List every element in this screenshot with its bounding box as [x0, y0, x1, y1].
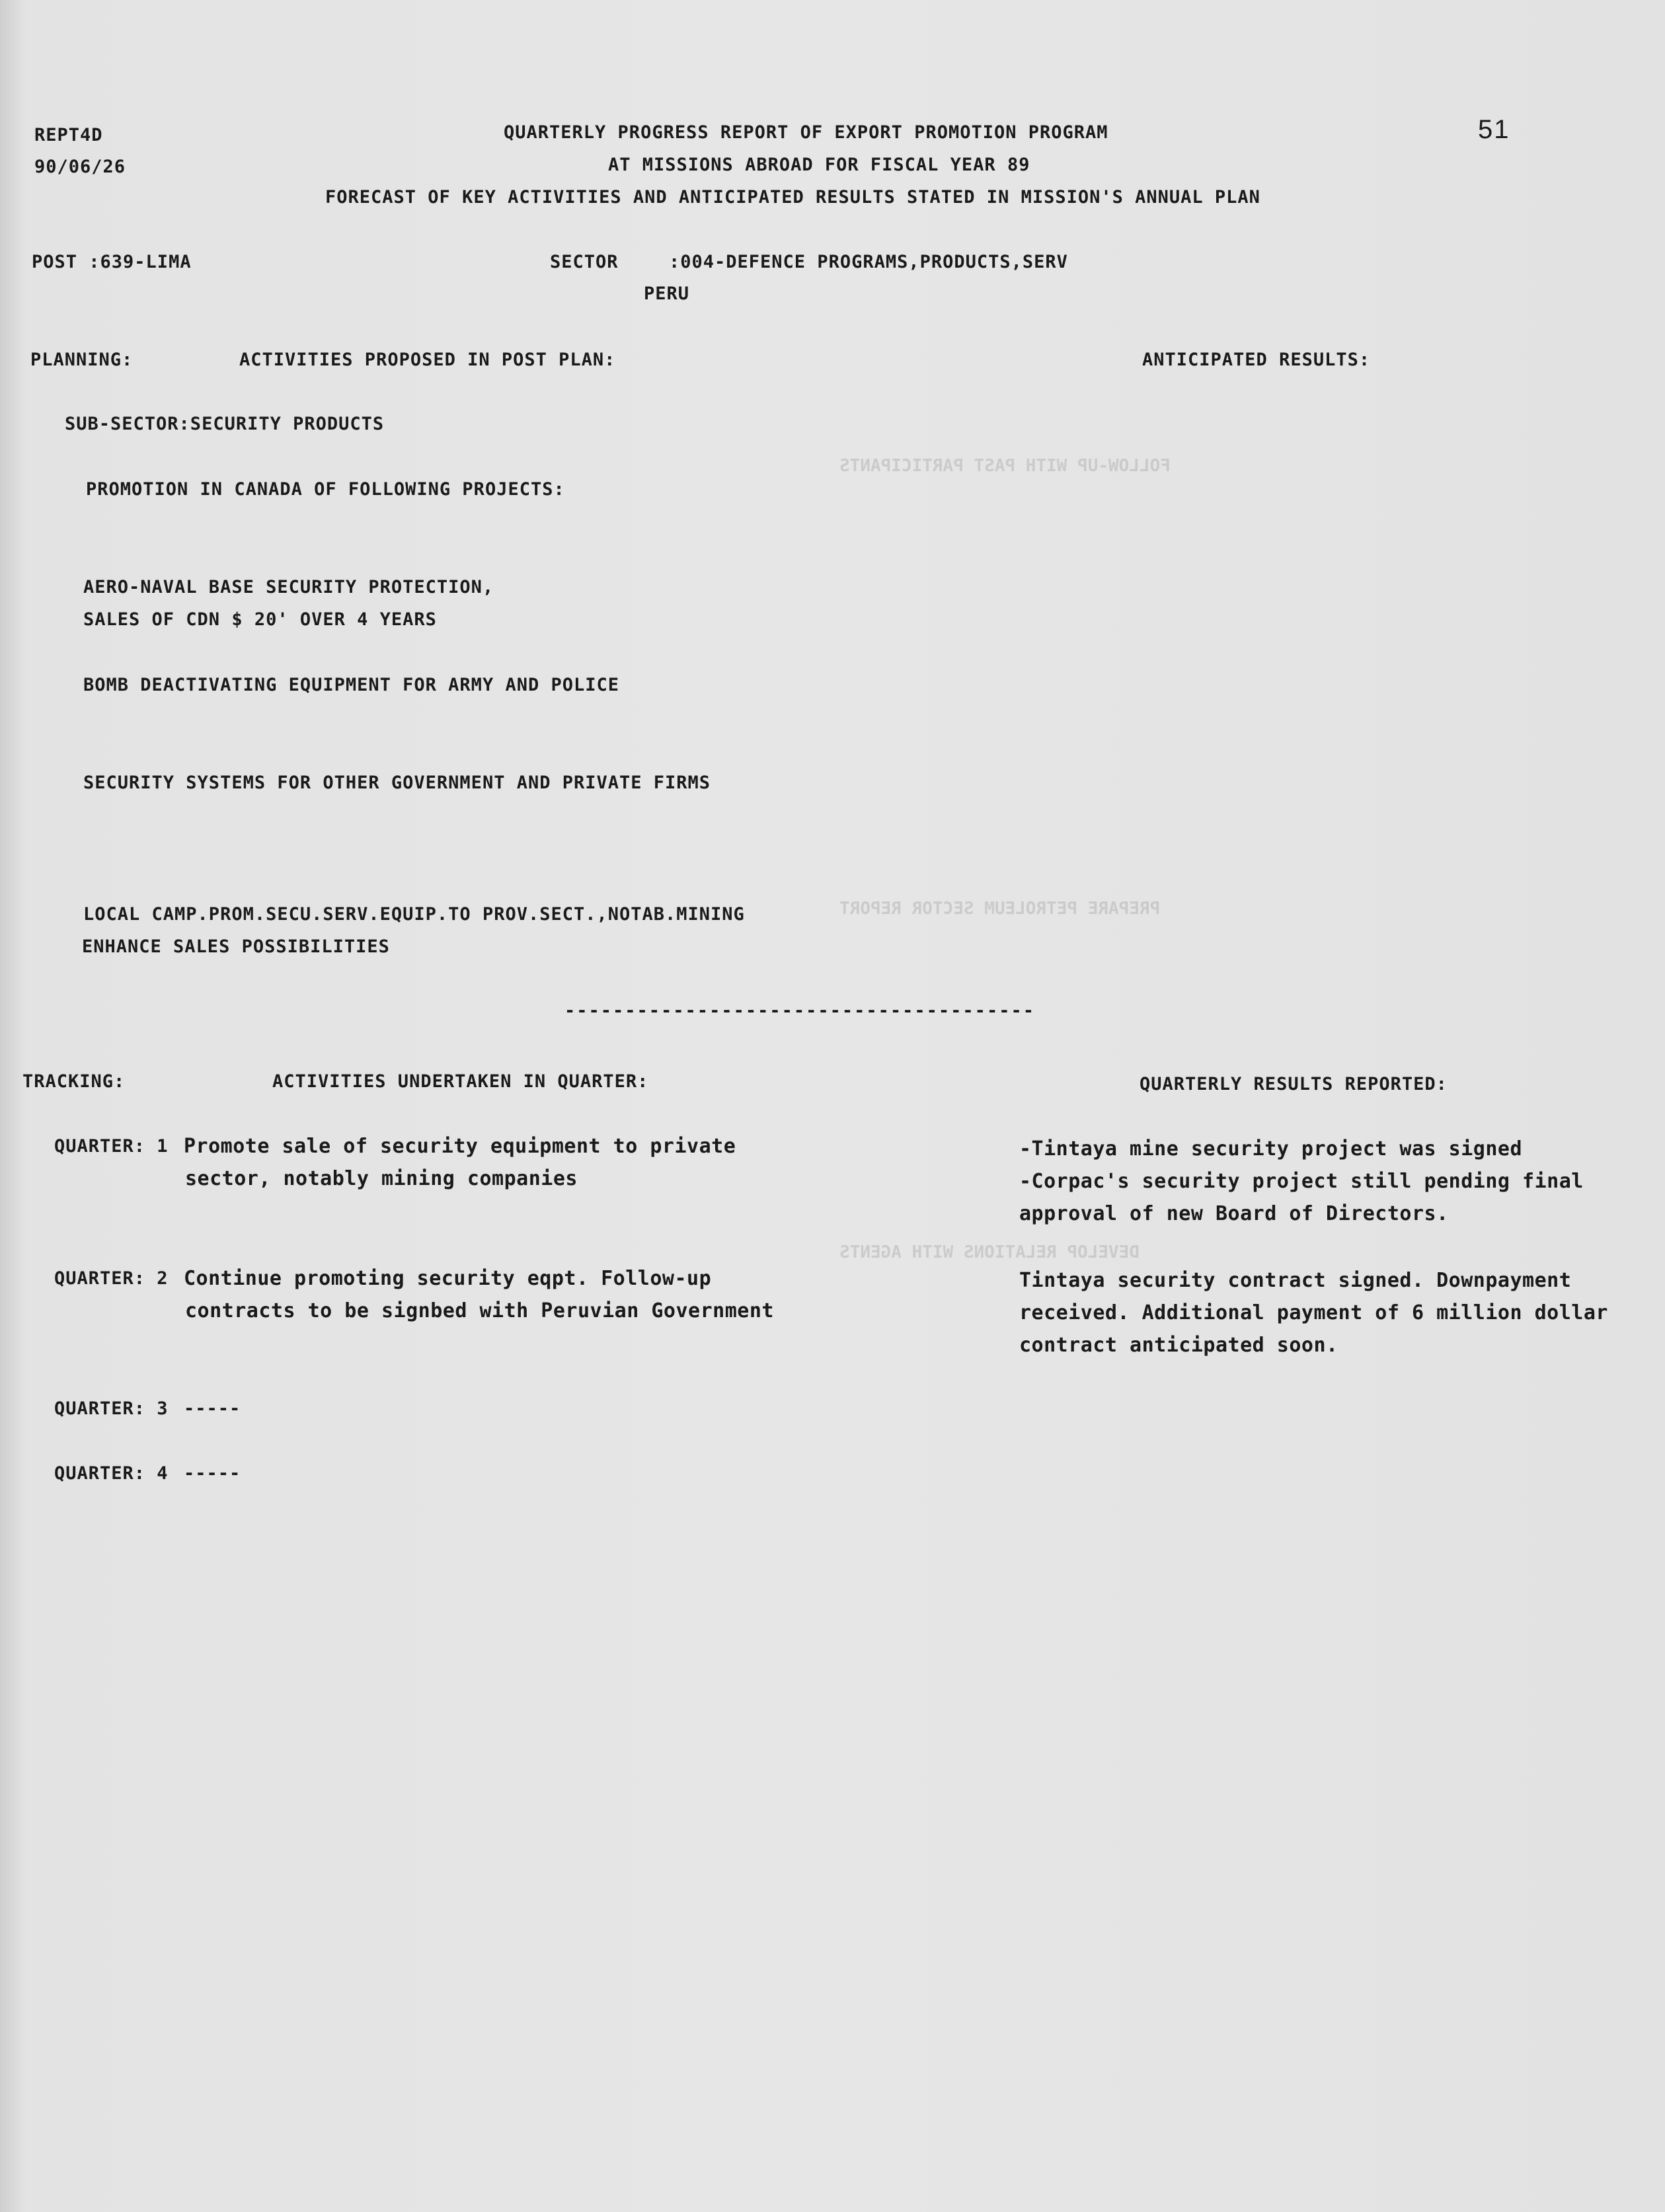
- quarter-2-result-line1: Tintaya security contract signed. Downpayment: [1019, 1269, 1572, 1292]
- report-code: REPT4D: [34, 125, 103, 145]
- bleed-through-3: DEVELOP RELATIONS WITH AGENTS: [839, 1242, 1140, 1262]
- project-2: BOMB DEACTIVATING EQUIPMENT FOR ARMY AND POLICE: [83, 675, 620, 695]
- country-label: PERU: [644, 284, 690, 304]
- local-campaign-line2: ENHANCE SALES POSSIBILITIES: [82, 936, 390, 957]
- report-title-line3: FORECAST OF KEY ACTIVITIES AND ANTICIPATED RESULTS STATED IN MISSION'S ANNUAL PLAN: [325, 187, 1260, 208]
- quarter-3-value: -----: [184, 1398, 241, 1419]
- project-1-line2: SALES OF CDN $ 20' OVER 4 YEARS: [83, 609, 437, 630]
- local-campaign-line1: LOCAL CAMP.PROM.SECU.SERV.EQUIP.TO PROV.SECT.,NOTAB.MINING: [83, 904, 745, 925]
- quarter-4-value: -----: [184, 1463, 241, 1484]
- quarter-2-label: QUARTER: 2: [54, 1268, 169, 1289]
- project-1-line1: AERO-NAVAL BASE SECURITY PROTECTION,: [83, 577, 494, 597]
- bleed-through-2: PREPARE PETROLEUM SECTOR REPORT: [839, 899, 1161, 919]
- report-title-line1: QUARTERLY PROGRESS REPORT OF EXPORT PROMOTION PROGRAM: [504, 122, 1108, 143]
- quarterly-results-heading: QUARTERLY RESULTS REPORTED:: [1140, 1074, 1448, 1094]
- tracking-label: TRACKING:: [22, 1071, 126, 1092]
- quarter-2-activity-line2: contracts to be signbed with Peruvian Government: [185, 1299, 774, 1322]
- tracking-activities-heading: ACTIVITIES UNDERTAKEN IN QUARTER:: [272, 1071, 649, 1092]
- sub-sector: SUB-SECTOR:SECURITY PRODUCTS: [65, 414, 385, 434]
- anticipated-results-heading: ANTICIPATED RESULTS:: [1142, 350, 1371, 370]
- quarter-1-activity-line2: sector, notably mining companies: [185, 1167, 578, 1190]
- quarter-1-activity-line1: Promote sale of security equipment to private: [184, 1135, 736, 1158]
- report-date: 90/06/26: [34, 157, 126, 177]
- quarter-3-label: QUARTER: 3: [54, 1398, 169, 1419]
- quarter-1-label: QUARTER: 1: [54, 1136, 169, 1157]
- promotion-heading: PROMOTION IN CANADA OF FOLLOWING PROJECTS:: [86, 479, 565, 500]
- project-3: SECURITY SYSTEMS FOR OTHER GOVERNMENT AND PRIVATE FIRMS: [83, 773, 711, 793]
- bleed-through-1: FOLLOW-UP WITH PAST PARTICIPANTS: [839, 456, 1171, 476]
- section-separator: ---------------------------------------: [564, 1001, 1035, 1021]
- quarter-2-result-line2: received. Additional payment of 6 million dollar: [1019, 1301, 1608, 1324]
- quarter-1-result-line3: approval of new Board of Directors.: [1019, 1202, 1449, 1225]
- quarter-2-activity-line1: Continue promoting security eqpt. Follow-up: [184, 1267, 712, 1290]
- quarter-1-result-line2: -Corpac's security project still pending final: [1019, 1170, 1584, 1193]
- planning-activities-heading: ACTIVITIES PROPOSED IN POST PLAN:: [239, 350, 616, 370]
- post-label: POST :639-LIMA: [32, 252, 192, 272]
- quarter-2-result-line3: contract anticipated soon.: [1019, 1334, 1338, 1357]
- quarter-4-label: QUARTER: 4: [54, 1463, 169, 1484]
- sector-label: SECTOR: [550, 252, 619, 272]
- quarter-1-result-line1: -Tintaya mine security project was signed: [1019, 1137, 1523, 1161]
- sector-value: :004-DEFENCE PROGRAMS,PRODUCTS,SERV: [669, 252, 1068, 272]
- planning-label: PLANNING:: [30, 350, 134, 370]
- page-number: 51: [1478, 115, 1510, 144]
- report-title-line2: AT MISSIONS ABROAD FOR FISCAL YEAR 89: [608, 155, 1030, 175]
